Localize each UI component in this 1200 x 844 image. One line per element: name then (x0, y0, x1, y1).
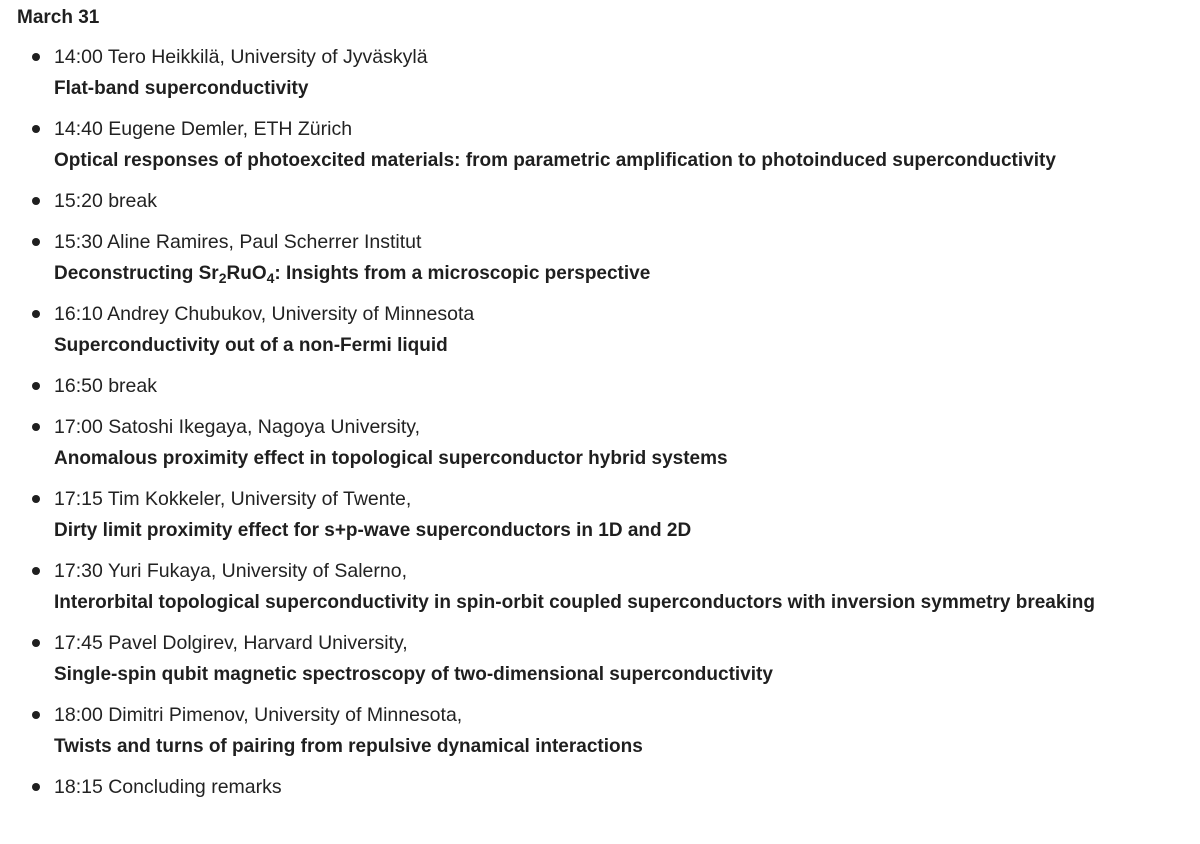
schedule-item (17, 42, 1183, 104)
date-heading: March 31 (17, 7, 100, 28)
break-label: 15:20 break (54, 190, 157, 212)
schedule-item (17, 186, 1183, 217)
bullet-icon (32, 567, 40, 575)
subscript: 2 (218, 270, 227, 287)
bullet-icon (32, 639, 40, 647)
bullet-icon (32, 53, 40, 61)
talk-speaker: 17:30 Yuri Fukaya, University of Salerno, (54, 560, 407, 582)
bullet-icon (32, 711, 40, 719)
schedule-item (17, 114, 1183, 176)
talk-title: Flat-band superconductivity (54, 78, 309, 99)
schedule-item (17, 700, 1183, 762)
talk-speaker: 18:00 Dimitri Pimenov, University of Minnesota, (54, 704, 463, 726)
talk-speaker: 15:30 Aline Ramires, Paul Scherrer Institut (54, 231, 422, 253)
title-part: : Insights from a microscopic perspective (274, 263, 651, 284)
bullet-icon (32, 783, 40, 791)
bullet-icon (32, 310, 40, 318)
talk-title: Optical responses of photoexcited materials: from parametric amplification to photoinduced superconductivity (54, 150, 1056, 171)
subscript: 4 (266, 270, 275, 287)
title-part: RuO (226, 263, 267, 284)
talk-title: Interorbital topological superconductivity in spin-orbit coupled superconductors with inversion symmetry breaking (54, 592, 1095, 613)
schedule-item (17, 772, 1183, 803)
schedule-item (17, 556, 1183, 618)
bullet-icon (32, 382, 40, 390)
schedule-list (17, 42, 1183, 803)
talk-title: Superconductivity out of a non-Fermi liquid (54, 335, 448, 356)
schedule-item (17, 227, 1183, 289)
schedule-item (17, 484, 1183, 546)
bullet-icon (32, 197, 40, 205)
talk-speaker: 17:15 Tim Kokkeler, University of Twente, (54, 488, 412, 510)
talk-speaker: 17:00 Satoshi Ikegaya, Nagoya University, (54, 416, 421, 438)
concluding-label: 18:15 Concluding remarks (54, 776, 282, 798)
talk-speaker: 17:45 Pavel Dolgirev, Harvard University, (54, 632, 408, 654)
bullet-icon (32, 125, 40, 133)
break-label: 16:50 break (54, 375, 157, 397)
bullet-icon (32, 238, 40, 246)
bullet-icon (32, 495, 40, 503)
talk-speaker: 14:00 Tero Heikkilä, University of Jyväskylä (54, 46, 428, 68)
talk-speaker: 14:40 Eugene Demler, ETH Zürich (54, 118, 353, 140)
schedule-item (17, 628, 1183, 690)
title-part: Deconstructing Sr (54, 263, 219, 284)
schedule-item (17, 371, 1183, 402)
schedule-item (17, 299, 1183, 361)
talk-speaker: 16:10 Andrey Chubukov, University of Minnesota (54, 303, 475, 325)
bullet-icon (32, 423, 40, 431)
talk-title: Single-spin qubit magnetic spectroscopy of two-dimensional superconductivity (54, 664, 773, 685)
talk-title: Twists and turns of pairing from repulsive dynamical interactions (54, 736, 643, 757)
talk-title: Anomalous proximity effect in topological superconductor hybrid systems (54, 448, 728, 469)
schedule-item (17, 412, 1183, 474)
talk-title (54, 258, 1183, 289)
talk-title: Dirty limit proximity effect for s+p-wave superconductors in 1D and 2D (54, 520, 692, 541)
